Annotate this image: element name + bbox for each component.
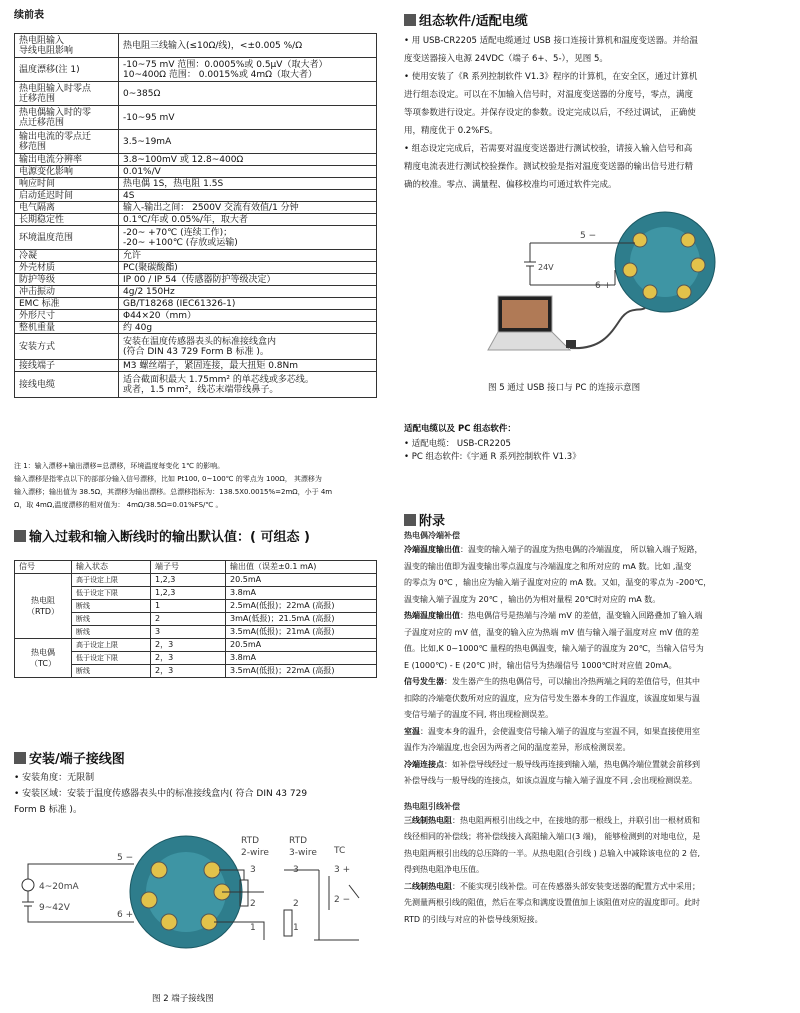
spec-row (15, 178, 377, 190)
spec-table (14, 33, 377, 398)
section-marker-icon (404, 14, 416, 26)
note-line: 输入漂移是指零点以下的部部分输入信号漂移，比如 Pt100, 0~100℃ 的零点为 100Ω， 其漂移为 (14, 475, 322, 483)
appendix-line: 三线制热电阻：热电阻两根引出线之中，在接地的那一根线上，并联引出一根材质和 (404, 815, 700, 825)
wiring-diagram (14, 830, 384, 980)
appendix-line: 冷端连接点：如补偿导线经过一般导线再连接到输入端，热电偶冷端位置就会前移到 (404, 759, 700, 769)
out-cell: 2，3 (151, 665, 226, 678)
appendix-line: 热电阻两根引出线的总压降的一半。从热电阻(合引线 ) 总输入中减除该电位的 2 倍, (404, 848, 701, 858)
spec-row (15, 82, 377, 106)
rtd3-label-2: 3-wire (289, 848, 317, 858)
appendix-line: 温变输入端子温度为 20℃ ，输出仍为相对量程 20℃时对应的 mA 数。 (404, 594, 661, 604)
note-line: 注 1：输入漂移+输出漂移=总漂移，环境温度每变化 1℃ 的影响。 (14, 462, 225, 470)
rtd2-label-1: RTD (241, 836, 260, 846)
tc-minus: 2 − (334, 895, 351, 905)
out-row (15, 639, 377, 652)
out-cell: 2 (151, 613, 226, 626)
tc-label: TC (334, 846, 346, 856)
out-cell: 2，3 (151, 652, 226, 665)
spec-row (15, 250, 377, 262)
appendix-line: 的零点为 0℃ ，输出应为输入端子温度对应的 mA 数。又如，温变的零点为 -200℃， (404, 578, 712, 587)
spec-key: 安装方式 (15, 334, 119, 360)
appendix-line: 扣除的冷端毫伏数所对应的温度，应为信号发生器本身的工作温度，该温度如果与温 (404, 693, 700, 703)
appendix-line: 热端温度输出值：热电偶信号是热端与冷端 mV 的差值，温变输入回路叠加了输入端 (404, 611, 703, 620)
spec-value: 安装在温度传感器表头的标准接线盒内 (符合 DIN 43 729 Form B 标准 )。 (119, 334, 377, 360)
spec-key: 热电偶输入时的零 点迁移范围 (15, 106, 119, 130)
out-cell: 3.8mA (226, 587, 377, 600)
spec-key: 热电阻输入时零点 迁移范围 (15, 82, 119, 106)
spec-value: 0.1℃/年或 0.05%/年，取大者 (119, 214, 377, 226)
rtd3-resistor-icon (284, 910, 292, 936)
rtd3-n1: 1 (293, 923, 299, 933)
section-install: 安装/端子接线图 (14, 748, 125, 767)
current-label: 4~20mA (39, 882, 79, 892)
spec-key: 冷凝 (15, 250, 119, 262)
section-appendix: 附录 (404, 510, 445, 529)
spec-value: 热电阻三线输入(≤10Ω/线)，<±0.005 %/Ω (119, 34, 377, 58)
spec-row (15, 190, 377, 202)
out-cell: 20.5mA (226, 639, 377, 652)
spec-row (15, 360, 377, 372)
appendix-line: E (1000℃) - E (20℃ )时，输出信号为热端信号 1000℃时对应值 20mA。 (404, 660, 677, 670)
spec-key: 接线端子 (15, 360, 119, 372)
out-cell: 低于设定下限 (72, 652, 151, 665)
out-cell: 高于设定上限 (72, 574, 151, 587)
fig2-caption: 图 2 端子接线图 (152, 994, 214, 1004)
out-cell: 3 (151, 626, 226, 639)
spec-notes (14, 460, 379, 512)
spec-value: -20~ +70℃ (连续工作)； -20~ +100℃ (存放或运输) (119, 226, 377, 250)
current-source-icon (22, 879, 34, 891)
terminal-6-label: 6 + (117, 910, 134, 920)
out-cell: 1 (151, 600, 226, 613)
cable-info: 适配电缆以及 PC 组态软件： • 适配电缆： USB-CR2205 • PC 组态软件:《宇通 R 系列控制软件 V1.3》 (404, 422, 794, 464)
spec-value: M3 螺丝端子，紧固连接，最大扭矩 0.8Nm (119, 360, 377, 372)
spec-key: 整机重量 (15, 322, 119, 334)
out-row (15, 574, 377, 587)
spec-key: 接线电缆 (15, 372, 119, 398)
section-marker-icon (404, 514, 416, 526)
out-cell: 3mA(低报)；21.5mA (高报) (226, 613, 377, 626)
appendix-line: 冷端温度输出值：温变的输入端子的温度为热电偶的冷端温度， 所以输入端子短路， (404, 545, 703, 554)
spec-value: 0.01%/V (119, 166, 377, 178)
spec-row (15, 322, 377, 334)
rtd2-n2: 2 (250, 899, 256, 909)
voltage-label: 24V (538, 263, 554, 272)
appendix-sub2: 热电阻引线补偿 (404, 801, 460, 811)
terminal-5-label: 5 − (117, 853, 134, 863)
spec-value: 热电偶 1S，热电阻 1.5S (119, 178, 377, 190)
spec-row (15, 58, 377, 82)
spec-value: -10~95 mV (119, 106, 377, 130)
note-line: Ω，取 4mΩ,温度漂移的相对值为： 4mΩ/38.5Ω=0.01%FS/℃ 。 (14, 501, 223, 509)
appendix-line: 温作为冷端温度,也会因为两者之间的温度差异，形成检测误差。 (404, 743, 631, 752)
spec-key: 防护等级 (15, 274, 119, 286)
out-cell: 20.5mA (226, 574, 377, 587)
out-cell: 高于设定上限 (72, 639, 151, 652)
out-cell: 断线 (72, 626, 151, 639)
out-header: 信号 (15, 561, 72, 574)
spec-row (15, 226, 377, 250)
spec-row (15, 34, 377, 58)
out-header: 输出值（误差±0.1 mA) (226, 561, 377, 574)
section-output-default: 输入过载和输入断线时的输出默认值：( 可组态 ) (14, 526, 310, 545)
out-header: 端子号 (151, 561, 226, 574)
out-cell: 3.8mA (226, 652, 377, 665)
spec-value: 3.8~100mV 或 12.8~400Ω (119, 154, 377, 166)
rtd2-n1: 1 (250, 923, 256, 933)
spec-row (15, 334, 377, 360)
spec-key: 温度漂移(注 1) (15, 58, 119, 82)
continued-title: 续前表 (14, 10, 44, 21)
out-cell: 断线 (72, 613, 151, 626)
appendix-line: 子温度对应的 mV 值，温变的输入应为热端 mV 值与输入端子温度对应 mV 值的差 (404, 627, 700, 637)
spec-row (15, 202, 377, 214)
appendix-line: 线径相同的补偿线；将补偿线接入高阻输入端口(3 端)， 能够检测到的对地电位，是 (404, 832, 701, 841)
cable-title: 适配电缆以及 PC 组态软件： (404, 424, 516, 434)
rtd3-label-1: RTD (289, 836, 308, 846)
spec-row (15, 130, 377, 154)
usb-adapter-icon (566, 340, 576, 348)
appendix-line: 信号发生器：发生器产生的热电偶信号，可以输出冷热两端之间的差值信号，但其中 (404, 677, 700, 686)
rtd2-label-2: 2-wire (241, 848, 269, 858)
appendix-line: 温变的输出值即为温变输出零点温度与冷端温度之和所对应的 mA 数。比如 ,温变 (404, 561, 692, 571)
spec-row (15, 298, 377, 310)
spec-value: 3.5~19mA (119, 130, 377, 154)
voltage-label: 9~42V (39, 903, 70, 913)
spec-key: 外形尺寸 (15, 310, 119, 322)
spec-row (15, 262, 377, 274)
rtd2-n3: 3 (250, 865, 256, 875)
out-cell: 低于设定下限 (72, 587, 151, 600)
spec-value: 适合截面积最大 1.75mm² 的单芯线或多芯线。 或者，1.5 mm²，线芯末端带线鼻子。 (119, 372, 377, 398)
spec-key: 电源变化影响 (15, 166, 119, 178)
terminal-6-label: 6 + (595, 281, 612, 291)
spec-value: -10~75 mV 范围：0.0005%或 0.5μV（取大者） 10~400Ω 范围： 0.0015%或 4mΩ（取大者） (119, 58, 377, 82)
install-bullets (14, 770, 384, 818)
spec-value: 0~385Ω (119, 82, 377, 106)
spec-key: 热电阻输入 导线电阻影响 (15, 34, 119, 58)
out-cell: 1,2,3 (151, 587, 226, 600)
spec-row (15, 166, 377, 178)
spec-value: GB/T18268 (IEC61326-1) (119, 298, 377, 310)
spec-row (15, 286, 377, 298)
signal-label: 热电阻 （RTD） (15, 574, 72, 639)
appendix-line: 二线制热电阻：不能实现引线补偿。可在传感器头部安装变送器的配置方式中采用； (404, 881, 700, 891)
spec-value: PC(聚碳酸酯) (119, 262, 377, 274)
spec-key: 外壳材质 (15, 262, 119, 274)
spec-key: EMC 标准 (15, 298, 119, 310)
note-line: 输入漂移；输出值为 38.5Ω，其漂移为输出漂移。总漂移指标为：138.5X0.0015%=2mΩ，小于 4m (14, 488, 333, 496)
spec-value: 输入-输出之间： 2500V 交流有效值/1 分钟 (119, 202, 377, 214)
out-cell: 1,2,3 (151, 574, 226, 587)
spec-row (15, 372, 377, 398)
spec-key: 响应时间 (15, 178, 119, 190)
spec-key: 电气隔离 (15, 202, 119, 214)
section-marker-icon (14, 752, 26, 764)
spec-value: 允许 (119, 250, 377, 262)
section-config: 组态软件/适配电缆 (404, 10, 528, 29)
out-cell: 2.5mA(低报)；22mA (高报) (226, 600, 377, 613)
appendix-line: RTD 的引线与对应的补偿导线须短接。 (404, 914, 543, 924)
bullet-item: • 安装区域：安装于温度传感器表头中的标准接线盒内( 符合 DIN 43 729 (14, 789, 308, 799)
spec-value: IP 00 / IP 54（传感器防护等级决定） (119, 274, 377, 286)
appendix-line: 室温：温变本身的温升，会使温变信号输入端子的温度与室温不同，如果直接使用室 (404, 726, 700, 736)
output-default-table (14, 560, 377, 678)
out-header: 输入状态 (72, 561, 151, 574)
out-cell: 断线 (72, 665, 151, 678)
out-cell: 2，3 (151, 639, 226, 652)
out-cell: 断线 (72, 600, 151, 613)
rtd3-n2: 2 (293, 899, 299, 909)
bullet-item: Form B 标准 )。 (14, 805, 82, 815)
spec-row (15, 214, 377, 226)
appendix-line: 得到热电阻净电压值。 (404, 865, 484, 874)
spec-value: 4g/2 150Hz (119, 286, 377, 298)
tc-plus: 3 + (334, 865, 351, 875)
spec-key: 冲击振动 (15, 286, 119, 298)
config-bullets: • 用 USB-CR2205 适配电缆通过 USB 接口连接计算机和温度变送器。并给温 度变送器接入电源 24VDC（端子 6+、5-），见图 5。 • 使用安装了《R 系列控制软件 V1.3》程序的计算机，在安全区，通过计算机 进行组态设定。可以在不加输入信号时，对温度变送器的分度号，零点，满度 等项参数进行设定。并保存设定的参数。设定完成以后，不经过调试， 正确使 用，精度优于 0.2%FS。 • 组态设定完成后，若需要对温度变送器进行测试校验，请接入输入信号和高 精度电流表进行测试校验操作。测试校验是指对温度变送器的输出信号进行精 确的校准。零点、满量程、偏移校准均可通过软件完成。 (404, 36, 698, 190)
appendix-line: 变信号端子的温度不同, 将出现检测误差。 (404, 710, 554, 719)
section-marker-icon (14, 530, 26, 542)
terminal-5-label: 5 − (580, 231, 597, 241)
signal-label: 热电偶 （TC） (15, 639, 72, 678)
spec-key: 环境温度范围 (15, 226, 119, 250)
spec-key: 长期稳定性 (15, 214, 119, 226)
rtd3-n3: 3 (293, 865, 299, 875)
appendix-line: 先测量两根引线的阻值，然后在零点和满度设置值加上该阻值对应的温度即可。此时 (404, 898, 700, 907)
spec-row (15, 154, 377, 166)
bullet-item: • 安装角度：无限制 (14, 773, 95, 783)
out-cell: 3.5mA(低报)；21mA (高报) (226, 626, 377, 639)
spec-row (15, 310, 377, 322)
fig5-caption: 图 5 通过 USB 接口与 PC 的连接示意图 (488, 383, 641, 393)
spec-value: Φ44×20（mm） (119, 310, 377, 322)
appendix-line: 值。比如,K 0~1000℃ 量程的热电偶温变，输入端子的温度为 20℃，当输入信号为 (404, 644, 704, 653)
spec-key: 输出电流的零点迁 移范围 (15, 130, 119, 154)
spec-value: 4S (119, 190, 377, 202)
appendix-body (404, 530, 796, 928)
spec-row (15, 106, 377, 130)
spec-value: 约 40g (119, 322, 377, 334)
spec-key: 输出电流分辨率 (15, 154, 119, 166)
spec-row (15, 274, 377, 286)
appendix-sub1: 热电偶冷端补偿 (404, 531, 460, 540)
appendix-line: 补偿导线与一般导线的连接点，如该点温度与输入端子温度不同 ,会出现检测误差。 (404, 776, 698, 785)
spec-key: 启动延迟时间 (15, 190, 119, 202)
usb-connection-diagram (470, 200, 720, 365)
out-cell: 3.5mA(低报)；22mA (高报) (226, 665, 377, 678)
